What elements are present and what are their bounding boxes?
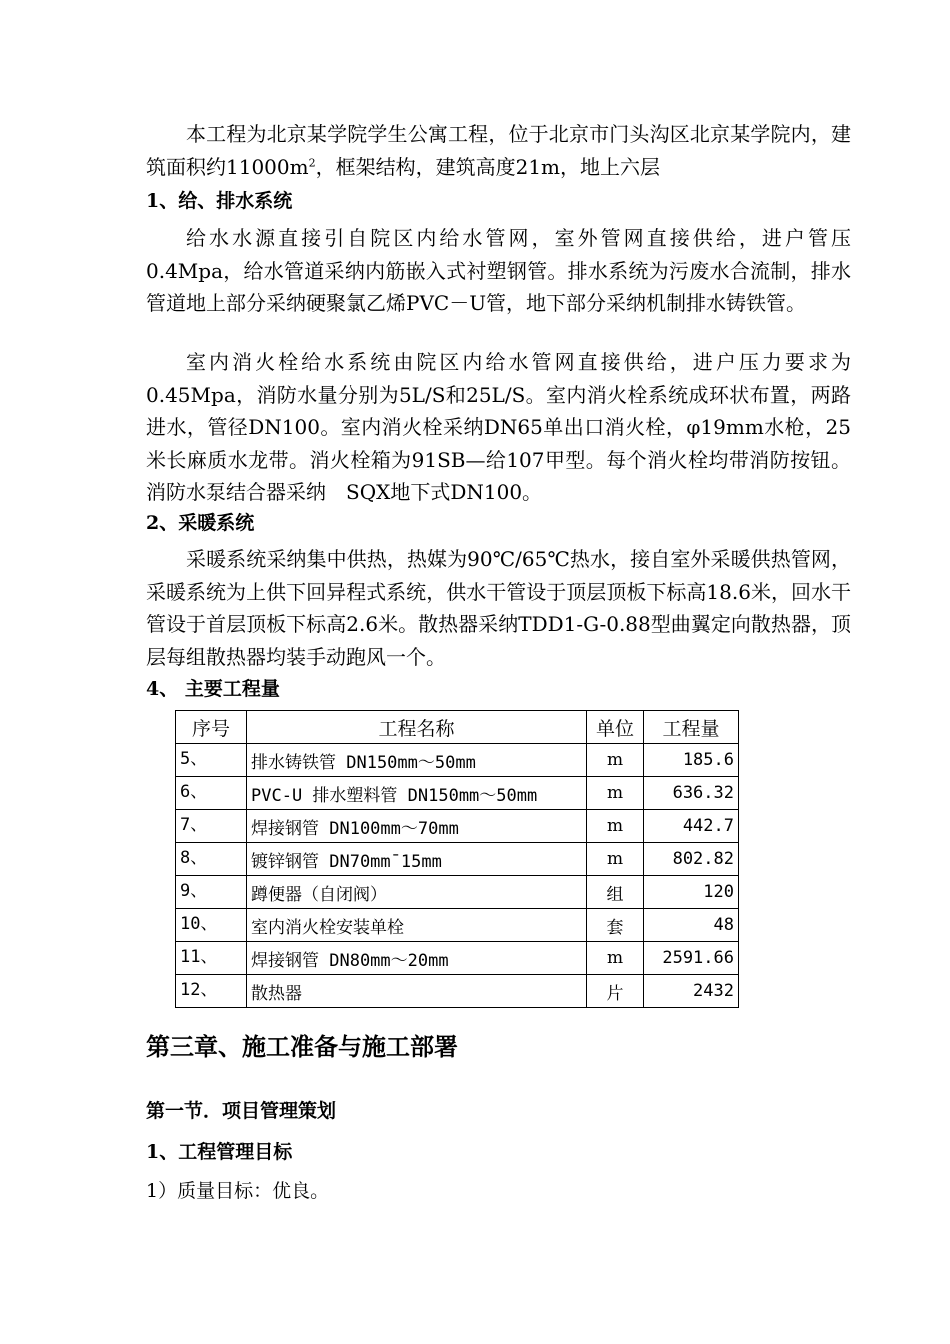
table-row: [176, 744, 739, 777]
cell-unit: m: [587, 744, 644, 777]
cell-unit: m: [587, 777, 644, 810]
cell-no: 11、: [176, 942, 247, 975]
table-row: [176, 909, 739, 942]
cell-no: 7、: [176, 810, 247, 843]
cell-name: 散热器: [247, 975, 587, 1008]
cell-unit: 组: [587, 876, 644, 909]
water-paragraph-1: 给水水源直接引自院区内给水管网，室外管网直接供给，进户管压0.4Mpa，给水管道采纳内筋嵌入式衬塑钢管。排水系统为污废水合流制，排水管道地上部分采纳硬聚氯乙烯PVC－U管，地下部分采纳机制排水铸铁管。: [146, 226, 851, 315]
header-amount: 工程量: [644, 711, 739, 744]
cell-amount: 2591.66: [644, 942, 739, 975]
cell-name: 焊接钢管 DN100mm～70mm: [247, 810, 587, 843]
cell-amount: 802.82: [644, 843, 739, 876]
intro-text-end: ，框架结构，建筑高度21m，地上六层: [315, 154, 661, 179]
cell-no: 12、: [176, 975, 247, 1008]
intro-paragraph: [146, 118, 851, 183]
cell-name: 焊接钢管 DN80mm～20mm: [247, 942, 587, 975]
cell-amount: 48: [644, 909, 739, 942]
header-name: 工程名称: [247, 711, 587, 744]
quantities-table: [175, 710, 739, 1008]
quality-goal-item: 1）质量目标：优良。: [146, 1180, 330, 1202]
cell-name: 镀锌钢管 DN70mm¯15mm: [247, 843, 587, 876]
cell-amount: 2432: [644, 975, 739, 1008]
table-row: [176, 876, 739, 909]
cell-name: 蹲便器（自闭阀）: [247, 876, 587, 909]
intro-text: 本工程为北京某学院学生公寓工程，位于北京市门头沟区北京某学院内，建筑面积约11000m: [146, 122, 851, 179]
cell-unit: m: [587, 942, 644, 975]
table-row: [176, 843, 739, 876]
cell-amount: 120: [644, 876, 739, 909]
cell-no: 6、: [176, 777, 247, 810]
cell-amount: 636.32: [644, 777, 739, 810]
cell-name: PVC-U 排水塑料管 DN150mm～50mm: [247, 777, 587, 810]
cell-no: 10、: [176, 909, 247, 942]
water-paragraph-2: 室内消火栓给水系统由院区内给水管网直接供给，进户压力要求为0.45Mpa，消防水量分别为5L/S和25L/S。室内消火栓系统成环状布置，两路进水，管径DN100。室内消火栓采纳DN65单出口消火栓，φ19mm水枪，25米长麻质水龙带。消火栓箱为91SB—给107甲型。每个消火栓均带消防按钮。消防水泵结合器采纳 SQX地下式DN100。: [146, 350, 851, 504]
intro-superscript: 2: [308, 155, 316, 169]
cell-unit: 片: [587, 975, 644, 1008]
header-unit: 单位: [587, 711, 644, 744]
cell-unit: m: [587, 843, 644, 876]
section-title-project-management: 第一节．项目管理策划: [146, 1100, 337, 1122]
cell-no: 5、: [176, 744, 247, 777]
cell-amount: 442.7: [644, 810, 739, 843]
cell-name: 排水铸铁管 DN150mm～50mm: [247, 744, 587, 777]
table-row: [176, 810, 739, 843]
subsection-title-goals: 1、工程管理目标: [146, 1141, 293, 1163]
section-heading-heating: 2、采暖系统: [146, 512, 255, 534]
table-row: [176, 942, 739, 975]
table-row: [176, 777, 739, 810]
section-heading-water: 1、给、排水系统: [146, 190, 293, 212]
table-header-row: [176, 711, 739, 744]
cell-name: 室内消火栓安装单栓: [247, 909, 587, 942]
table-row: [176, 975, 739, 1008]
chapter-title: 第三章、施工准备与施工部署: [146, 1032, 458, 1061]
cell-no: 8、: [176, 843, 247, 876]
heating-paragraph: 采暖系统采纳集中供热，热媒为90℃/65℃热水，接自室外采暖供热管网，采暖系统为上供下回异程式系统，供水干管设于顶层顶板下标高18.6米，回水干管设于首层顶板下标高2.6米。散热器采纳TDD1-G-0.88型曲翼定向散热器，顶层每组散热器均装手动跑风一个。: [146, 547, 851, 669]
cell-unit: 套: [587, 909, 644, 942]
header-no: 序号: [176, 711, 247, 744]
cell-no: 9、: [176, 876, 247, 909]
section-heading-quantities: 4、 主要工程量: [146, 678, 280, 700]
cell-amount: 185.6: [644, 744, 739, 777]
cell-unit: m: [587, 810, 644, 843]
